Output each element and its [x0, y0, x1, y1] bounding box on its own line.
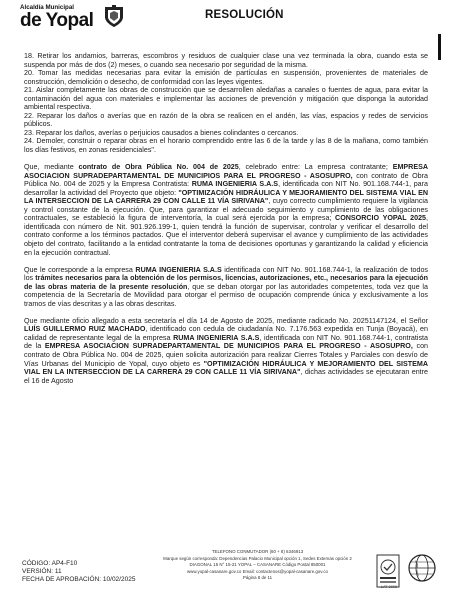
approval-date: FECHA DE APROBACIÓN: 10/02/2025	[22, 576, 136, 583]
document-version: VERSIÓN: 11	[22, 568, 62, 575]
yopal-logo	[20, 4, 130, 42]
document-code: CÓDIGO: AP4-F10	[22, 560, 78, 567]
item-22: 22. Reparar los daños o averías que en razón de la obra se realicen en el andén, las vías, espacios y redes de servicios públicos.	[24, 111, 428, 129]
paragraph-permits: Que le corresponde a la empresa RUMA INGENIERIA S.A.S identificada con NIT No. 901.168.744-1, la realización de todos los trámites necesarios para la obtención de los permisos, licencias, autorizaciones, etc., necesarios para la ejecución de las obras materia de la presente resolución, que se deban otorgar por las autoridades competentes, toda vez que la competencia de la Secretaría de Movilidad para otorgar el permiso de ocupación comprende única y exclusivamente a los tramos de vías descritas y a las obras descritas.	[24, 265, 428, 308]
item-20: 20. Tomar las medidas necesarias para evitar la emisión de partículas en suspensión, provenientes de materiales de construcción, demolición o desecho, de conformidad con las leyes vigentes.	[24, 69, 428, 86]
globe-seal-icon	[406, 552, 438, 586]
document-body	[24, 52, 428, 394]
footer-logos	[376, 550, 438, 594]
logo-org-main: de Yopal	[20, 10, 94, 31]
item-21: 21. Aislar completamente las obras de construcción que se desarrollen aledañas a canales o fuentes de agua, para evitar la contaminación del agua con materiales e implementar las acciones de prevención y mitigación que disponga la autoridad ambiental respectiva.	[24, 86, 428, 112]
footer-address: DIAGONAL 15 N° 15-21 YOPAL – CASANARE Código Postal 850001	[189, 562, 326, 568]
contact-info	[135, 549, 380, 582]
logo-org-top: Alcaldía Municipal	[20, 4, 74, 11]
margin-bar	[438, 34, 441, 60]
item-24: 24. Demoler, construir o reparar obras en el horario comprendido entre las 6 de la tarde y las 8 de la mañana, como también los días festivos, en zonas residenciales".	[24, 137, 428, 155]
paragraph-request: Que mediante oficio allegado a esta secretaría el día 14 de Agosto de 2025, mediante radicado No. 20251147124, el Señor LUÍS GUILLERMO RUIZ MACHADO, identificado con cedula de ciudadanía No. 7.176.563 expedida en Tunja (Boyacá), en calidad de representante legal de la empresa RUMA INGENIERIA S.A.S, identificada con NIT No. 901.168.744-1, contratista de la EMPRESA ASOCIACION SUPRADEPARTAMENTAL DE MUNICIPIOS PARA EL PROGRESO - ASOSUPRO, con contrato de Obra Pública No. 004 de 2025, quien solicita autorización para realizar Cierres Totales y Parciales con desvío de Vías Urbanas del Municipio de Yopal, cuyo objeto es "OPTIMIZACIÓN HIDRÁULICA Y MEJORAMIENTO DEL SISTEMA VIAL EN LA INTERSECCION DE LA CARRERA 29 CON CALLE 11 VÍA SIRIVANA", dichas actividades se ejecutaran entre el 16 de Agosto	[24, 316, 429, 385]
footer-web-email: www.yopal-casanare.gov.co Email: contactenos@yopal-casanare.gov.co	[187, 568, 328, 574]
document-title: RESOLUCIÓN	[205, 9, 284, 21]
footer-phone: TELEFONO CONMUTADOR (60 + 8) 6346913	[211, 549, 304, 554]
item-23: 23. Reparar los daños, averías o perjuicios causados a bienes colindantes o cercanos.	[24, 128, 299, 137]
page-header	[0, 0, 449, 46]
paragraph-contract: Que, mediante contrato de Obra Pública No. 004 de 2025, celebrado entre: La empresa contratante; EMPRESA ASOCIACION SUPRADEPARTAMENTAL DE MUNICIPIOS PARA EL PROGRESO - ASOSUPRO, con contrato de Obra Pública No. 004 de 2025 y la Empresa Contratista: RUMA INGENIERIA S.A.S, identificada con NIT No. 901.168.744-1, para desarrollar la actividad del Proyecto que objeto: "OPTIMIZACIÓN HIDRÁULICA Y MEJORAMIENTO DEL SISTEMA VIAL EN LA INTERSECCION DE LA CARRERA 29 CON CALLE 11 VÍA SIRIVANA", cuyo correcto cumplimiento requiere la vigilancia y control constante de la ejecución. Que, para garantizar el adecuado seguimiento y cumplimiento de las obligaciones contractuales, se estableció la figura de interventoría, la cual será ejercida por la empresa; CONSORCIO YOPAL 2025, identificada con número de Nit. 901.926.199-1, quien tendrá la función de supervisar, controlar y verificar el desarrollo del contrato conforme a los términos pactados. Que el interventor deberá supervisar el avance y cumplimiento de las actividades objeto del contrato, facilitando a la entidad contratante la toma de decisiones oportunas y garantizando la calidad y eficiencia en la ejecución contractual.	[24, 163, 429, 257]
document-control-info	[22, 560, 135, 584]
item-18: 18. Retirar los andamios, barreras, escombros y residuos de cualquier clase una vez terminada la obra, cuando esta se suspenda por más de dos (2) meses, o cuando sea necesario por seguridad de la misma.	[24, 52, 428, 69]
page-number: Página 8 de 11	[242, 575, 273, 581]
coat-of-arms-icon	[103, 5, 125, 29]
certification-code: LAT-0909	[380, 585, 398, 589]
footer-dial-options: Marque según corresponda: Dependencias Palacio Municipal opción 1, Sedes Externas opción 2	[163, 555, 352, 561]
